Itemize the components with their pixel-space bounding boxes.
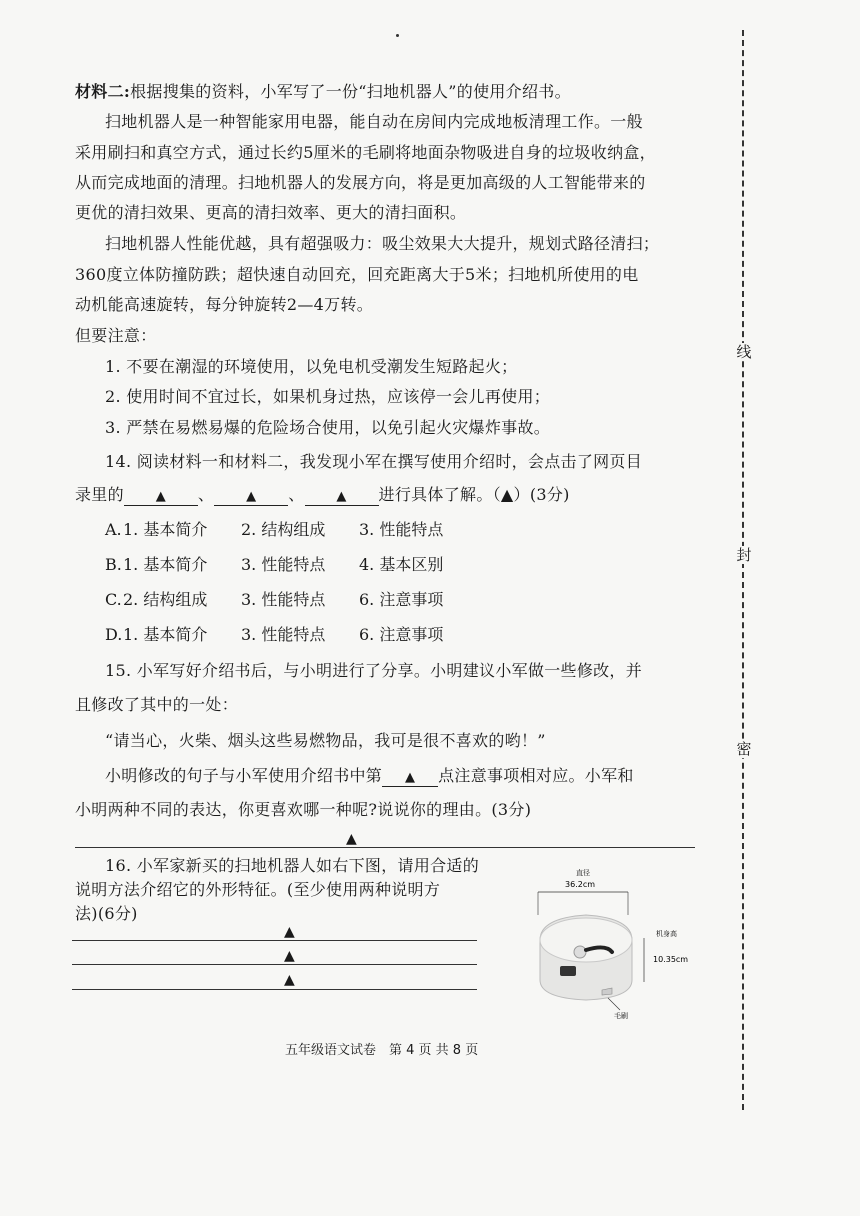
material2-p2-line: 动机能高速旋转，每分钟旋转2—4万转。 xyxy=(75,295,374,314)
option-item: 1. 基本简介 xyxy=(123,555,208,574)
q15-line3-pre: 小明修改的句子与小军使用介绍书中第 xyxy=(105,766,383,785)
q15-quote: “请当心，火柴、烟头这些易燃物品，我可是很不喜欢的哟！” xyxy=(105,731,546,750)
material2-p2-line: 扫地机器人性能优越，具有超强吸力：吸尘效果大大提升，规划式路径清扫； xyxy=(105,234,660,253)
option-letter: C. xyxy=(105,590,122,609)
height-label: 机身高 xyxy=(656,930,677,938)
option-item: 3. 性能特点 xyxy=(241,625,326,644)
material2-intro: 根据搜集的资料，小军写了一份“扫地机器人”的使用介绍书。 xyxy=(130,82,571,101)
option-letter: A. xyxy=(105,520,122,539)
answer-marker: ▲ xyxy=(346,831,357,847)
notice-label: 但要注意： xyxy=(75,326,157,345)
answer-marker: ▲ xyxy=(284,924,295,940)
answer-marker: ▲ xyxy=(284,948,295,964)
option-item: 1. 基本简介 xyxy=(123,520,208,539)
robot-vacuum-figure xyxy=(520,860,710,1020)
option-letter: D. xyxy=(105,625,123,644)
q16-line1: 16. 小军家新买的扫地机器人如右下图，请用合适的 xyxy=(105,856,480,875)
note-item: 1. 不要在潮湿的环境使用，以免电机受潮发生短路起火； xyxy=(105,357,518,376)
answer-marker: ▲ xyxy=(284,972,295,988)
brush-pointer xyxy=(608,998,620,1010)
q15-line3 xyxy=(105,766,634,787)
sensor-window xyxy=(560,966,576,976)
note-item: 2. 使用时间不宜过长，如果机身过热，应该停一会儿再使用； xyxy=(105,387,551,406)
option-item: 3. 性能特点 xyxy=(241,590,326,609)
option-item: 2. 结构组成 xyxy=(241,520,326,539)
answer-blank[interactable]: ▲ xyxy=(124,489,198,506)
option-item: 3. 性能特点 xyxy=(241,555,326,574)
page-footer: 五年级语文试卷 第 4 页 共 8 页 xyxy=(285,1043,479,1058)
material2-p1-line: 扫地机器人是一种智能家用电器，能自动在房间内完成地板清理工作。一般 xyxy=(105,112,643,131)
material2-p1-line: 采用刷扫和真空方式，通过长约5厘米的毛刷将地面杂物吸进自身的垃圾收纳盒， xyxy=(75,143,656,162)
q14-option-d[interactable] xyxy=(105,625,443,645)
separator: 、 xyxy=(288,485,305,504)
height-value: 10.35cm xyxy=(653,955,689,964)
lidar-turret xyxy=(574,946,586,958)
answer-blank[interactable]: ▲ xyxy=(382,770,438,787)
option-item: 6. 注意事项 xyxy=(359,590,444,609)
diameter-label: 直径 xyxy=(576,869,590,877)
brush-label: 毛刷 xyxy=(614,1012,628,1020)
q14-line2 xyxy=(75,485,570,506)
option-letter: B. xyxy=(105,555,122,574)
q15-line1: 15. 小军写好介绍书后，与小明进行了分享。小明建议小军做一些修改，并 xyxy=(105,661,643,680)
q14-option-b[interactable] xyxy=(105,555,443,575)
q16-line2: 说明方法介绍它的外形特征。(至少使用两种说明方 xyxy=(75,880,441,899)
diameter-value: 36.2cm xyxy=(565,880,596,889)
answer-line[interactable] xyxy=(72,989,477,990)
q14-suffix: 进行具体了解。（▲）(3分) xyxy=(378,485,570,504)
answer-line[interactable] xyxy=(72,940,477,941)
material2-intro-line xyxy=(75,82,571,102)
q15-line4: 小明两种不同的表达，你更喜欢哪一种呢?说说你的理由。(3分) xyxy=(75,800,532,819)
note-item: 3. 严禁在易燃易爆的危险场合使用，以免引起火灾爆炸事故。 xyxy=(105,418,551,437)
q15-line3-post: 点注意事项相对应。小军和 xyxy=(438,766,634,785)
separator: 、 xyxy=(197,485,215,504)
material2-p2-line: 360度立体防撞防跌；超快速自动回充，回充距离大于5米；扫地机所使用的电 xyxy=(75,265,639,284)
binding-mark-secret: 密 xyxy=(736,740,752,758)
q14-option-a[interactable] xyxy=(105,520,443,540)
robot-top xyxy=(540,918,632,962)
option-item: 6. 注意事项 xyxy=(359,625,444,644)
q16-line3: 法)(6分) xyxy=(75,904,138,923)
material2-label: 材料二: xyxy=(75,82,131,101)
q15-line2: 且修改了其中的一处： xyxy=(75,695,239,714)
option-item: 3. 性能特点 xyxy=(359,520,444,539)
q14-option-c[interactable] xyxy=(105,590,443,610)
binding-dashed-line xyxy=(742,30,744,1110)
material2-p1-line: 更优的清扫效果、更高的清扫效率、更大的清扫面积。 xyxy=(75,203,467,222)
speck xyxy=(396,34,399,37)
option-item: 2. 结构组成 xyxy=(123,590,208,609)
binding-mark-seal: 封 xyxy=(736,546,752,564)
material2-p1-line: 从而完成地面的清理。扫地机器人的发展方向，将是更加高级的人工智能带来的 xyxy=(75,173,646,192)
option-item: 4. 基本区别 xyxy=(359,555,444,574)
binding-mark-line: 线 xyxy=(736,343,752,361)
q14-line1: 14. 阅读材料一和材料二，我发现小军在撰写使用介绍时，会点击了网页目 xyxy=(105,452,643,471)
answer-blank[interactable]: ▲ xyxy=(305,489,379,506)
answer-line[interactable] xyxy=(72,964,477,965)
answer-blank[interactable]: ▲ xyxy=(214,489,288,506)
answer-line[interactable] xyxy=(75,847,695,848)
q14-prefix: 录里的 xyxy=(75,485,124,504)
option-item: 1. 基本简介 xyxy=(123,625,208,644)
